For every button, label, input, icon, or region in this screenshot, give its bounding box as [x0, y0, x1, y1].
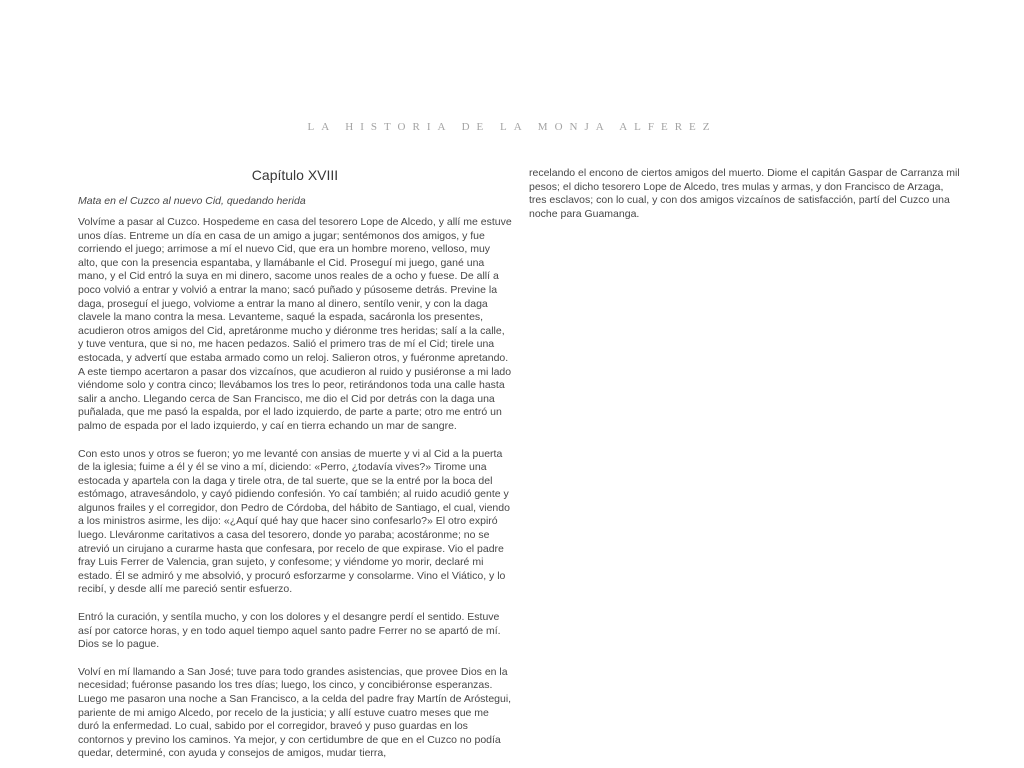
paragraph: Con esto unos y otros se fueron; yo me levanté con ansias de muerte y vi al Cid a la puerta de la iglesia; fuime a él y él se vino a mí, diciendo: «Perro, ¿todavía vives?» Tirome una estocada y apartela con la daga y tirele otra, de tal suerte, que se la entré por la boca del estómago, atravesándolo, y cayó pidiendo confesión. Yo caí también; al ruido acudió gente y algunos frailes y el corregidor, don Pedro de Córdoba, del hábito de Santiago, el cual, viendo a los ministros asirme, les dijo: «¿Aquí qué hay que hacer sino confesarlo?» El otro expiró luego. Lleváronme caritativos a casa del tesorero, donde yo paraba; acostáronme; no se atrevió un cirujano a curarme hasta que confesara, por recelo de que expirase. Vio el padre fray Luis Ferrer de Valencia, gran sujeto, y confesome; y viéndome yo morir, declaré mi estado. Él se admiró y me absolvió, y procuró esforzarme y consolarme. Vino el Viático, y lo recibí, y desde allí me pareció sentir esfuerzo.: [78, 447, 510, 596]
paragraph: recelando el encono de ciertos amigos del muerto. Diome el capitán Gaspar de Carranza mil pesos; el dicho tesorero Lope de Alcedo, tres mulas y armas, y don Francisco de Arzaga, tres esclavos; con lo cual, y con dos amigos vizcaínos de satisfacción, partí del Cuzco una noche para Guamanga.: [529, 167, 960, 220]
paragraph: Volví en mí llamando a San José; tuve para todo grandes asistencias, que provee Dios en la necesidad; fuéronse pasando los tres días; luego, los cinco, y concibiéronse esperanzas. Luego me pasaron una noche a San Francisco, a la celda del padre fray Martín de Aróstegui, pariente de mi amigo Alcedo, por recelo de la justicia; y allí estuve cuatro meses que me duró la enfermedad. Lo cual, sabido por el corregidor, braveó y puso guardas en los contornos y previno los caminos. Ya mejor, y con certidumbre de que en el Cuzco no podía quedar, determiné, con ayuda y consejos de amigos, mudar tierra,: [78, 665, 512, 760]
right-column-paragraphs: [529, 167, 963, 221]
paragraph: Entró la curación, y sentíla mucho, y con los dolores y el desangre perdí el sentido. Estuve así por catorce horas, y en todo aquel tiempo aquel santo padre Ferrer no se apartó de mí. Dios se lo pague.: [78, 611, 501, 651]
two-column-layout: [78, 167, 963, 768]
chapter-title: Capítulo XVIII: [251, 167, 339, 183]
chapter-subtitle: Mata en el Cuzco al nuevo Cid, quedando herida: [78, 195, 306, 207]
left-column: [78, 167, 512, 768]
paragraph: Volvíme a pasar al Cuzco. Hospedeme en casa del tesorero Lope de Alcedo, y allí me estuve unos días. Entreme un día en casa de un amigo a jugar; sentémonos dos amigos, y fue corriendo el juego; arrimose a mí el nuevo Cid, que era un hombre moreno, velloso, muy alto, que con la presencia espantaba, y llamábanle el Cid. Proseguí mi juego, gané una mano, y el Cid entró la suya en mi dinero, sacome unos reales de a ocho y fuese. De allí a poco volvió a entrar y volvió a entrar la mano; sacó puñado y púsoseme detrás. Previne la daga, proseguí el juego, volviome a entrar la mano al dinero, sentílo venir, y con la daga clavele la mano contra la mesa. Levanteme, saqué la espada, sacáronla los presentes, acudieron otros amigos del Cid, apretáronme mucho y diéronme tres heridas; salí a la calle, y tuve ventura, que si no, me hacen pedazos. Salió el primero tras de mí el Cid; tirele una estocada, y advertí que estaba armado como un reloj. Salieron otros, y fuéronme apretando. A este tiempo acertaron a pasar dos vizcaínos, que acudieron al ruido y pusiéronse a mi lado viéndome solo y contra cinco; llevábamos los tres lo peor, retirándonos toda una calle hasta salir a ancho. Llegando cerca de San Francisco, me dio el Cid por detrás con la daga una puñalada, que me pasó la espalda, por el lado izquierdo, de parte a parte; otro me entró un palmo de espada por el lado izquierdo, y caí en tierra echando un mar de sangre.: [78, 216, 512, 432]
right-column: [529, 167, 963, 768]
left-column-paragraphs: [78, 216, 512, 761]
book-title-running-header: LA HISTORIA DE LA MONJA ALFEREZ: [307, 121, 717, 133]
